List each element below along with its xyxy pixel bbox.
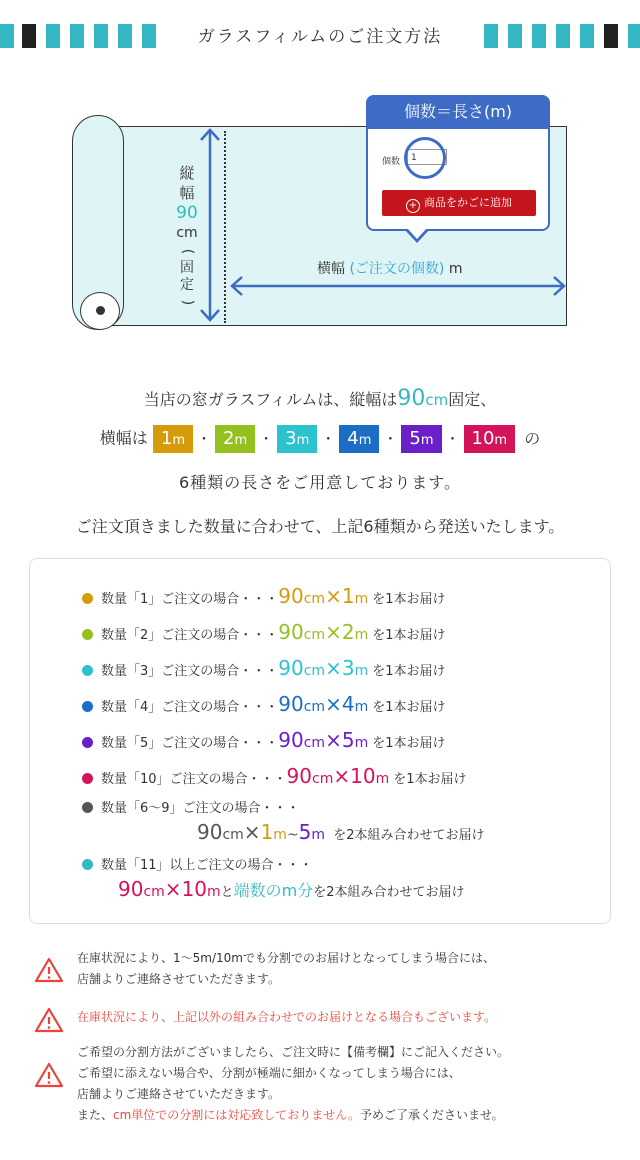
order-rule-suffix: を1本お届け	[372, 592, 446, 607]
rule-times: ×	[243, 820, 261, 844]
rule-height: 90	[118, 877, 144, 901]
roll-core	[96, 306, 105, 315]
size-tag-unit: m	[234, 433, 248, 448]
size-tag-unit: m	[296, 433, 310, 448]
note-red: cm単位での分割には対応致しておりません。	[113, 1108, 361, 1122]
note-line: ご希望の分割方法がございましたら、ご注文時に【備考欄】にご記入ください。	[77, 1045, 510, 1059]
rule-m: m	[354, 591, 369, 607]
rule-len: 5	[341, 728, 355, 752]
order-rule-suffix: を1本お届け	[372, 736, 446, 751]
warning-icon	[34, 1006, 64, 1034]
rule-and: と	[220, 885, 234, 900]
header-block	[628, 24, 640, 48]
note-line: 店舗よりご連絡させていただきます。	[77, 1087, 281, 1101]
header-block	[580, 24, 594, 48]
highlight-circle	[404, 137, 446, 179]
intro-line1-post: 固定、	[448, 390, 497, 409]
rule-len: 4	[341, 692, 355, 716]
separator-dot: ・	[197, 431, 212, 448]
separator-dot: ・	[445, 431, 460, 448]
order-rule-suffix: を1本お届け	[372, 664, 446, 679]
size-tag-number: 2	[223, 428, 235, 449]
bullet-icon	[82, 737, 93, 748]
popup-tail-inner	[407, 228, 427, 239]
size-tag	[153, 425, 193, 453]
order-rule	[82, 692, 446, 716]
size-tags	[153, 429, 515, 448]
add-to-cart-label: 商品をかごに追加	[424, 196, 512, 209]
rule-times: ×	[325, 692, 342, 716]
intro-height-num	[397, 386, 448, 411]
order-rule	[82, 584, 446, 608]
quantity-popup	[366, 95, 550, 231]
bullet-icon	[82, 802, 93, 813]
height-label-char: 幅	[179, 184, 195, 202]
rule-m: m	[354, 735, 369, 751]
height-label-char: 縦	[179, 164, 195, 182]
rule-len-b-unit: m	[311, 827, 326, 843]
intro-line-2	[0, 425, 640, 453]
height-label	[172, 163, 202, 311]
order-rule	[82, 728, 446, 752]
rule-len: 3	[341, 656, 355, 680]
rule-len: 10	[350, 764, 376, 788]
rule-cm: cm	[143, 884, 165, 900]
rule-cm: cm	[303, 627, 326, 643]
rule-cm: cm	[303, 735, 326, 751]
rule-m: m	[354, 699, 369, 715]
size-tag	[339, 425, 379, 453]
separator-dot: ・	[259, 431, 274, 448]
plus-circle-icon: +	[406, 199, 420, 213]
rule-len-a: 1	[260, 820, 274, 844]
popup-title: 個数＝長さ(m)	[366, 95, 550, 129]
width-label-text: 横幅	[317, 261, 345, 277]
order-rule-11-detail	[118, 877, 465, 901]
intro-height-value: 90	[397, 386, 426, 411]
size-tag-unit: m	[420, 433, 434, 448]
size-tag-number: 5	[409, 428, 421, 449]
warning-icon	[34, 956, 64, 984]
order-rule-6-9-detail	[197, 820, 484, 844]
bullet-icon	[82, 629, 93, 640]
order-rule-prefix: 数量「10」ご注文の場合・・・	[101, 772, 287, 787]
note-line: 在庫状況により、1～5m/10mでも分割でのお届けとなってしまう場合には、	[77, 951, 495, 965]
rule-len: 1	[341, 584, 355, 608]
height-fixed-char: )	[179, 299, 196, 306]
size-tag	[464, 425, 516, 453]
rule-times: ×	[325, 656, 342, 680]
warning-icon	[34, 1061, 64, 1089]
intro-line-4: ご注文頂きました数量に合わせて、上記6種類から発送いたします。	[75, 517, 565, 536]
bullet-icon	[82, 701, 93, 712]
note-line: 店舗よりご連絡させていただきます。	[77, 972, 281, 986]
note-post: 予めご了承くださいませ。	[360, 1108, 504, 1122]
note-2: 在庫状況により、上記以外の組み合わせでのお届けとなる場合もございます。	[77, 1010, 497, 1024]
size-tag-unit: m	[494, 433, 508, 448]
note-line	[77, 1105, 509, 1126]
order-rule	[82, 656, 446, 680]
rule-height: 90	[197, 820, 223, 844]
rule-len-b: 5	[298, 820, 312, 844]
height-fixed-char: 固	[180, 260, 194, 276]
order-rule-suffix: を1本お届け	[393, 772, 467, 787]
rule-cm: cm	[312, 771, 334, 787]
separator-dot: ・	[321, 431, 336, 448]
page-title: ガラスフィルムのご注文方法	[197, 27, 443, 47]
order-rule-prefix: 数量「6～9」ご注文の場合・・・	[101, 801, 300, 816]
bullet-icon	[82, 859, 93, 870]
intro-height-unit: cm	[425, 391, 449, 409]
height-fixed-char: (	[179, 248, 196, 255]
rule-m: m	[354, 627, 369, 643]
add-to-cart-button[interactable]	[382, 190, 536, 216]
qty-input[interactable]: 1	[407, 149, 447, 165]
size-tag-number: 4	[347, 428, 359, 449]
header-block	[484, 24, 498, 48]
order-rule-6-9	[82, 797, 300, 816]
header-block	[532, 24, 546, 48]
bullet-icon	[82, 773, 93, 784]
order-rule-prefix: 数量「3」ご注文の場合・・・	[101, 664, 279, 679]
order-rule-11	[82, 854, 313, 873]
rule-height: 90	[278, 584, 304, 608]
rule-height: 90	[286, 764, 312, 788]
width-label	[317, 258, 462, 278]
rule-len: 2	[341, 620, 355, 644]
intro-line2-pre: 横幅は	[99, 428, 148, 448]
size-tag	[401, 425, 441, 453]
header-block	[556, 24, 570, 48]
rule-tilde: ~	[286, 827, 299, 843]
size-tag-unit: m	[358, 433, 372, 448]
intro-line-3: 6種類の長さをご用意しております。	[179, 473, 461, 492]
order-rule	[82, 764, 466, 788]
note-pre: また、	[77, 1108, 114, 1122]
size-tag	[215, 425, 255, 453]
width-unit: m	[448, 261, 463, 277]
order-rule-suffix: を1本お届け	[372, 700, 446, 715]
order-rule-suffix: を1本お届け	[372, 628, 446, 643]
intro-line2-post: の	[524, 428, 541, 448]
order-rule-suffix: を2本組み合わせてお届け	[313, 885, 465, 900]
header-block	[508, 24, 522, 48]
rule-m: m	[375, 771, 390, 787]
order-rule-prefix: 数量「2」ご注文の場合・・・	[101, 628, 279, 643]
width-note: (ご注文の個数)	[349, 261, 445, 277]
height-value: 90	[176, 203, 198, 223]
rule-len-a-unit: m	[273, 827, 287, 843]
header-block	[604, 24, 618, 48]
rule-times: ×	[325, 584, 342, 608]
intro-line1-pre: 当店の窓ガラスフィルムは、縦幅は	[143, 390, 398, 409]
size-tag-number: 3	[285, 428, 297, 449]
qty-label: 個数	[382, 157, 401, 167]
rule-times: ×	[325, 620, 342, 644]
rule-len: 10	[181, 877, 208, 901]
bullet-icon	[82, 665, 93, 676]
size-tag	[277, 425, 317, 453]
height-fixed-char: 定	[180, 277, 194, 293]
note-3	[77, 1042, 509, 1126]
order-rule-prefix: 数量「4」ご注文の場合・・・	[101, 700, 279, 715]
size-tag-unit: m	[172, 433, 186, 448]
rule-cm: cm	[303, 663, 326, 679]
note-line: ご希望に添えない場合や、分割が極端に細かくなってしまう場合には、	[77, 1066, 461, 1080]
order-rule	[82, 620, 446, 644]
order-rule-prefix: 数量「11」以上ご注文の場合・・・	[101, 858, 313, 873]
rule-cm: cm	[303, 699, 326, 715]
height-unit: cm	[176, 225, 198, 241]
rule-cm: cm	[222, 827, 244, 843]
note-1	[77, 948, 495, 990]
rule-height: 90	[278, 692, 304, 716]
rule-height: 90	[278, 620, 304, 644]
rule-times: ×	[325, 728, 342, 752]
separator-dot: ・	[383, 431, 398, 448]
rule-m: m	[207, 884, 221, 900]
intro-line-1	[0, 386, 640, 411]
rule-times: ×	[333, 764, 351, 788]
horizontal-arrow	[228, 275, 568, 297]
rule-height: 90	[278, 656, 304, 680]
size-tag-number: 1	[160, 428, 173, 449]
order-rule-prefix: 数量「5」ご注文の場合・・・	[101, 736, 279, 751]
rule-m: m	[354, 663, 369, 679]
rule-height: 90	[278, 728, 304, 752]
rule-rest: 端数のm分	[233, 881, 314, 900]
order-rule-prefix: 数量「1」ご注文の場合・・・	[101, 592, 279, 607]
bullet-icon	[82, 593, 93, 604]
rule-cm: cm	[303, 591, 326, 607]
order-rule-suffix: を2本組み合わせてお届け	[333, 828, 485, 843]
rule-times: ×	[164, 877, 182, 901]
size-tag-number: 10	[471, 428, 495, 449]
